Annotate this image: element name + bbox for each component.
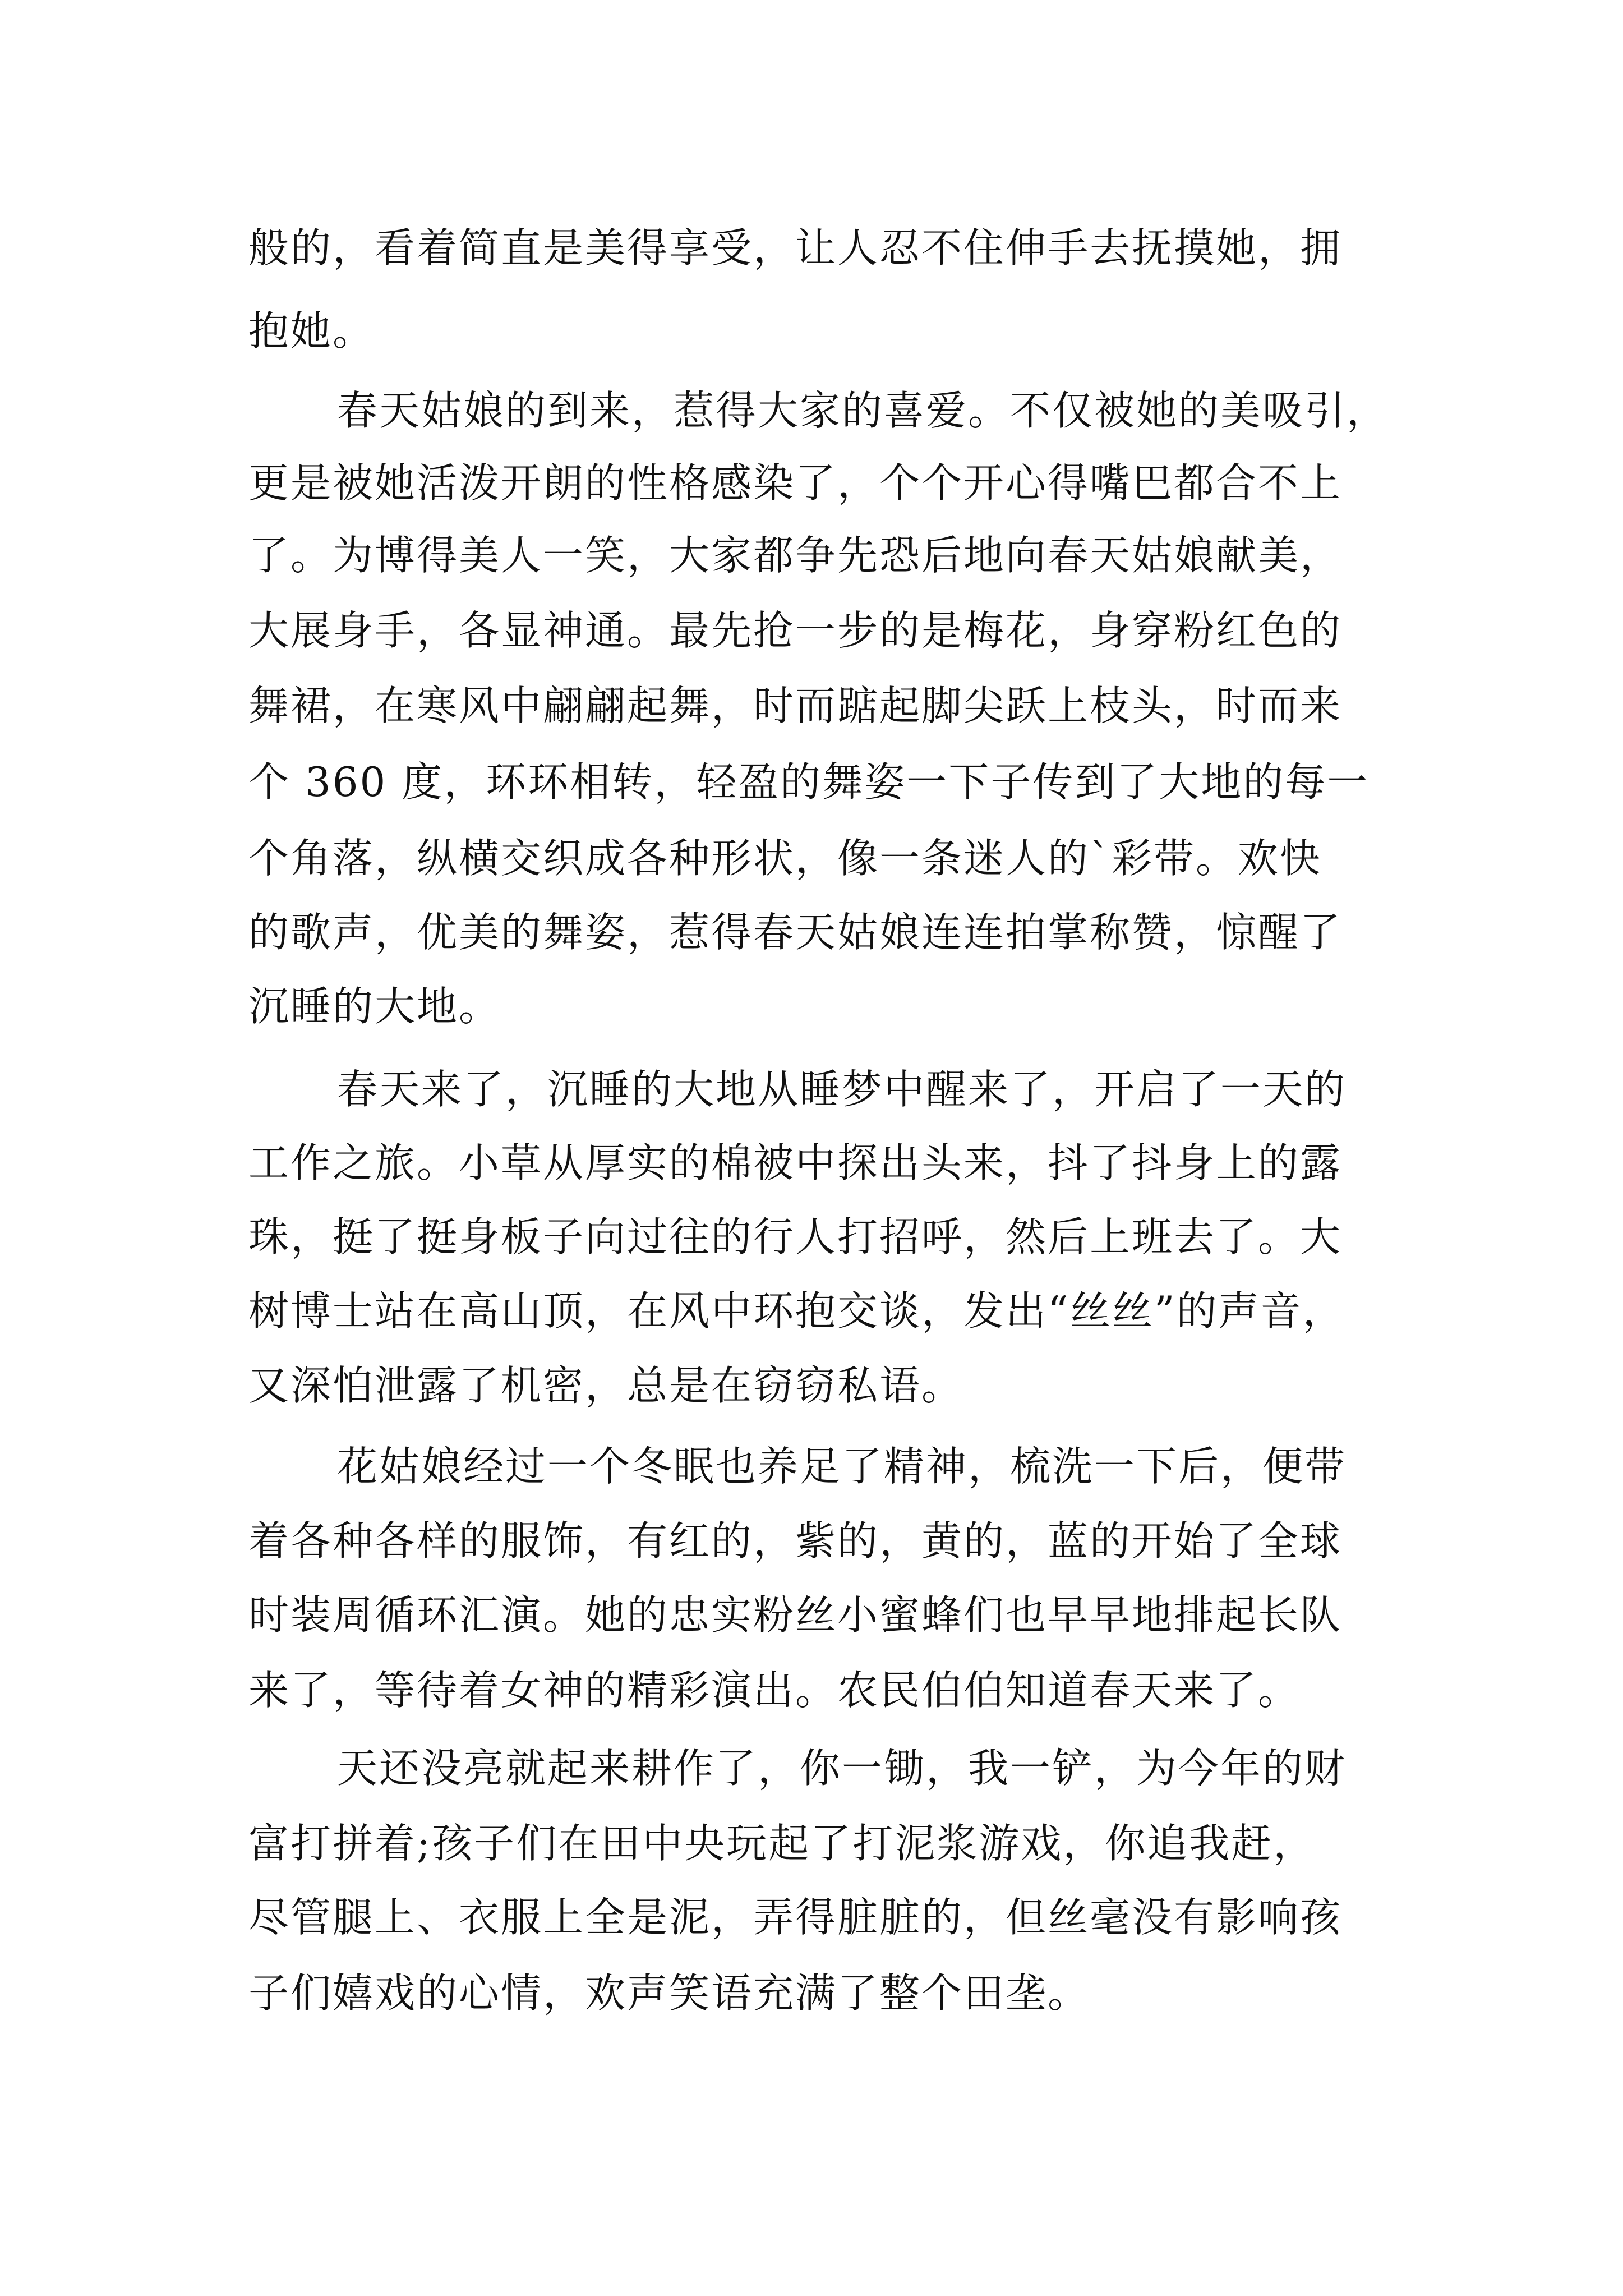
text-line: 尽管腿上、衣服上全是泥，弄得脏脏的，但丝毫没有影响孩 xyxy=(248,1894,1343,1941)
text-line: 又深怕泄露了机密，总是在窃窃私语。 xyxy=(248,1362,964,1409)
text-line: 大展身手，各显神通。最先抢一步的是梅花，身穿粉红色的 xyxy=(248,607,1343,654)
text-line: 沉睡的大地。 xyxy=(248,983,501,1030)
text-line: 珠，挺了挺身板子向过往的行人打招呼，然后上班去了。大 xyxy=(248,1213,1343,1260)
text-line: 富打拼着;孩子们在田中央玩起了打泥浆游戏，你追我赶， xyxy=(248,1820,1316,1867)
text-line: 抱她。 xyxy=(248,307,375,355)
text-line: 树博士站在高山顶，在风中环抱交谈，发出“丝丝”的声音， xyxy=(248,1287,1345,1335)
paragraph-first-line: 春天来了，沉睡的大地从睡梦中醒来了，开启了一天的 xyxy=(337,1066,1347,1113)
text-line: 时装周循环汇演。她的忠实粉丝小蜜蜂们也早早地排起长队 xyxy=(248,1591,1343,1639)
text-line: 着各种各样的服饰，有红的，紫的，黄的，蓝的开始了全球 xyxy=(248,1517,1343,1565)
paragraph-first-line: 花姑娘经过一个冬眠也养足了精神，梳洗一下后，便带 xyxy=(337,1443,1347,1490)
text-line: 的歌声，优美的舞姿，惹得春天姑娘连连拍掌称赞，惊醒了 xyxy=(248,909,1343,956)
text-line: 来了，等待着女神的精彩演出。农民伯伯知道春天来了。 xyxy=(248,1667,1301,1714)
text-line: 个 360 度，环环相转，轻盈的舞姿一下子传到了大地的每一 xyxy=(248,758,1370,806)
paragraph-first-line: 春天姑娘的到来，惹得大家的喜爱。不仅被她的美吸引， xyxy=(337,387,1389,434)
text-line: 工作之旅。小草从厚实的棉被中探出头来，抖了抖身上的露 xyxy=(248,1139,1343,1186)
text-line: 子们嬉戏的心情，欢声笑语充满了整个田垄。 xyxy=(248,1970,1090,2017)
text-line: 般的，看着简直是美得享受，让人忍不住伸手去抚摸她，拥 xyxy=(248,224,1343,272)
text-line: 更是被她活泼开朗的性格感染了，个个开心得嘴巴都合不上 xyxy=(248,459,1343,507)
text-line: 舞裙，在寒风中翩翩起舞，时而踮起脚尖跃上枝头，时而来 xyxy=(248,682,1343,729)
paragraph-first-line: 天还没亮就起来耕作了，你一锄，我一铲，为今年的财 xyxy=(337,1745,1347,1792)
text-line: 个角落，纵横交织成各种形状，像一条迷人的`彩带。欢快 xyxy=(248,835,1322,882)
text-line: 了。为博得美人一笑，大家都争先恐后地向春天姑娘献美， xyxy=(248,532,1343,579)
